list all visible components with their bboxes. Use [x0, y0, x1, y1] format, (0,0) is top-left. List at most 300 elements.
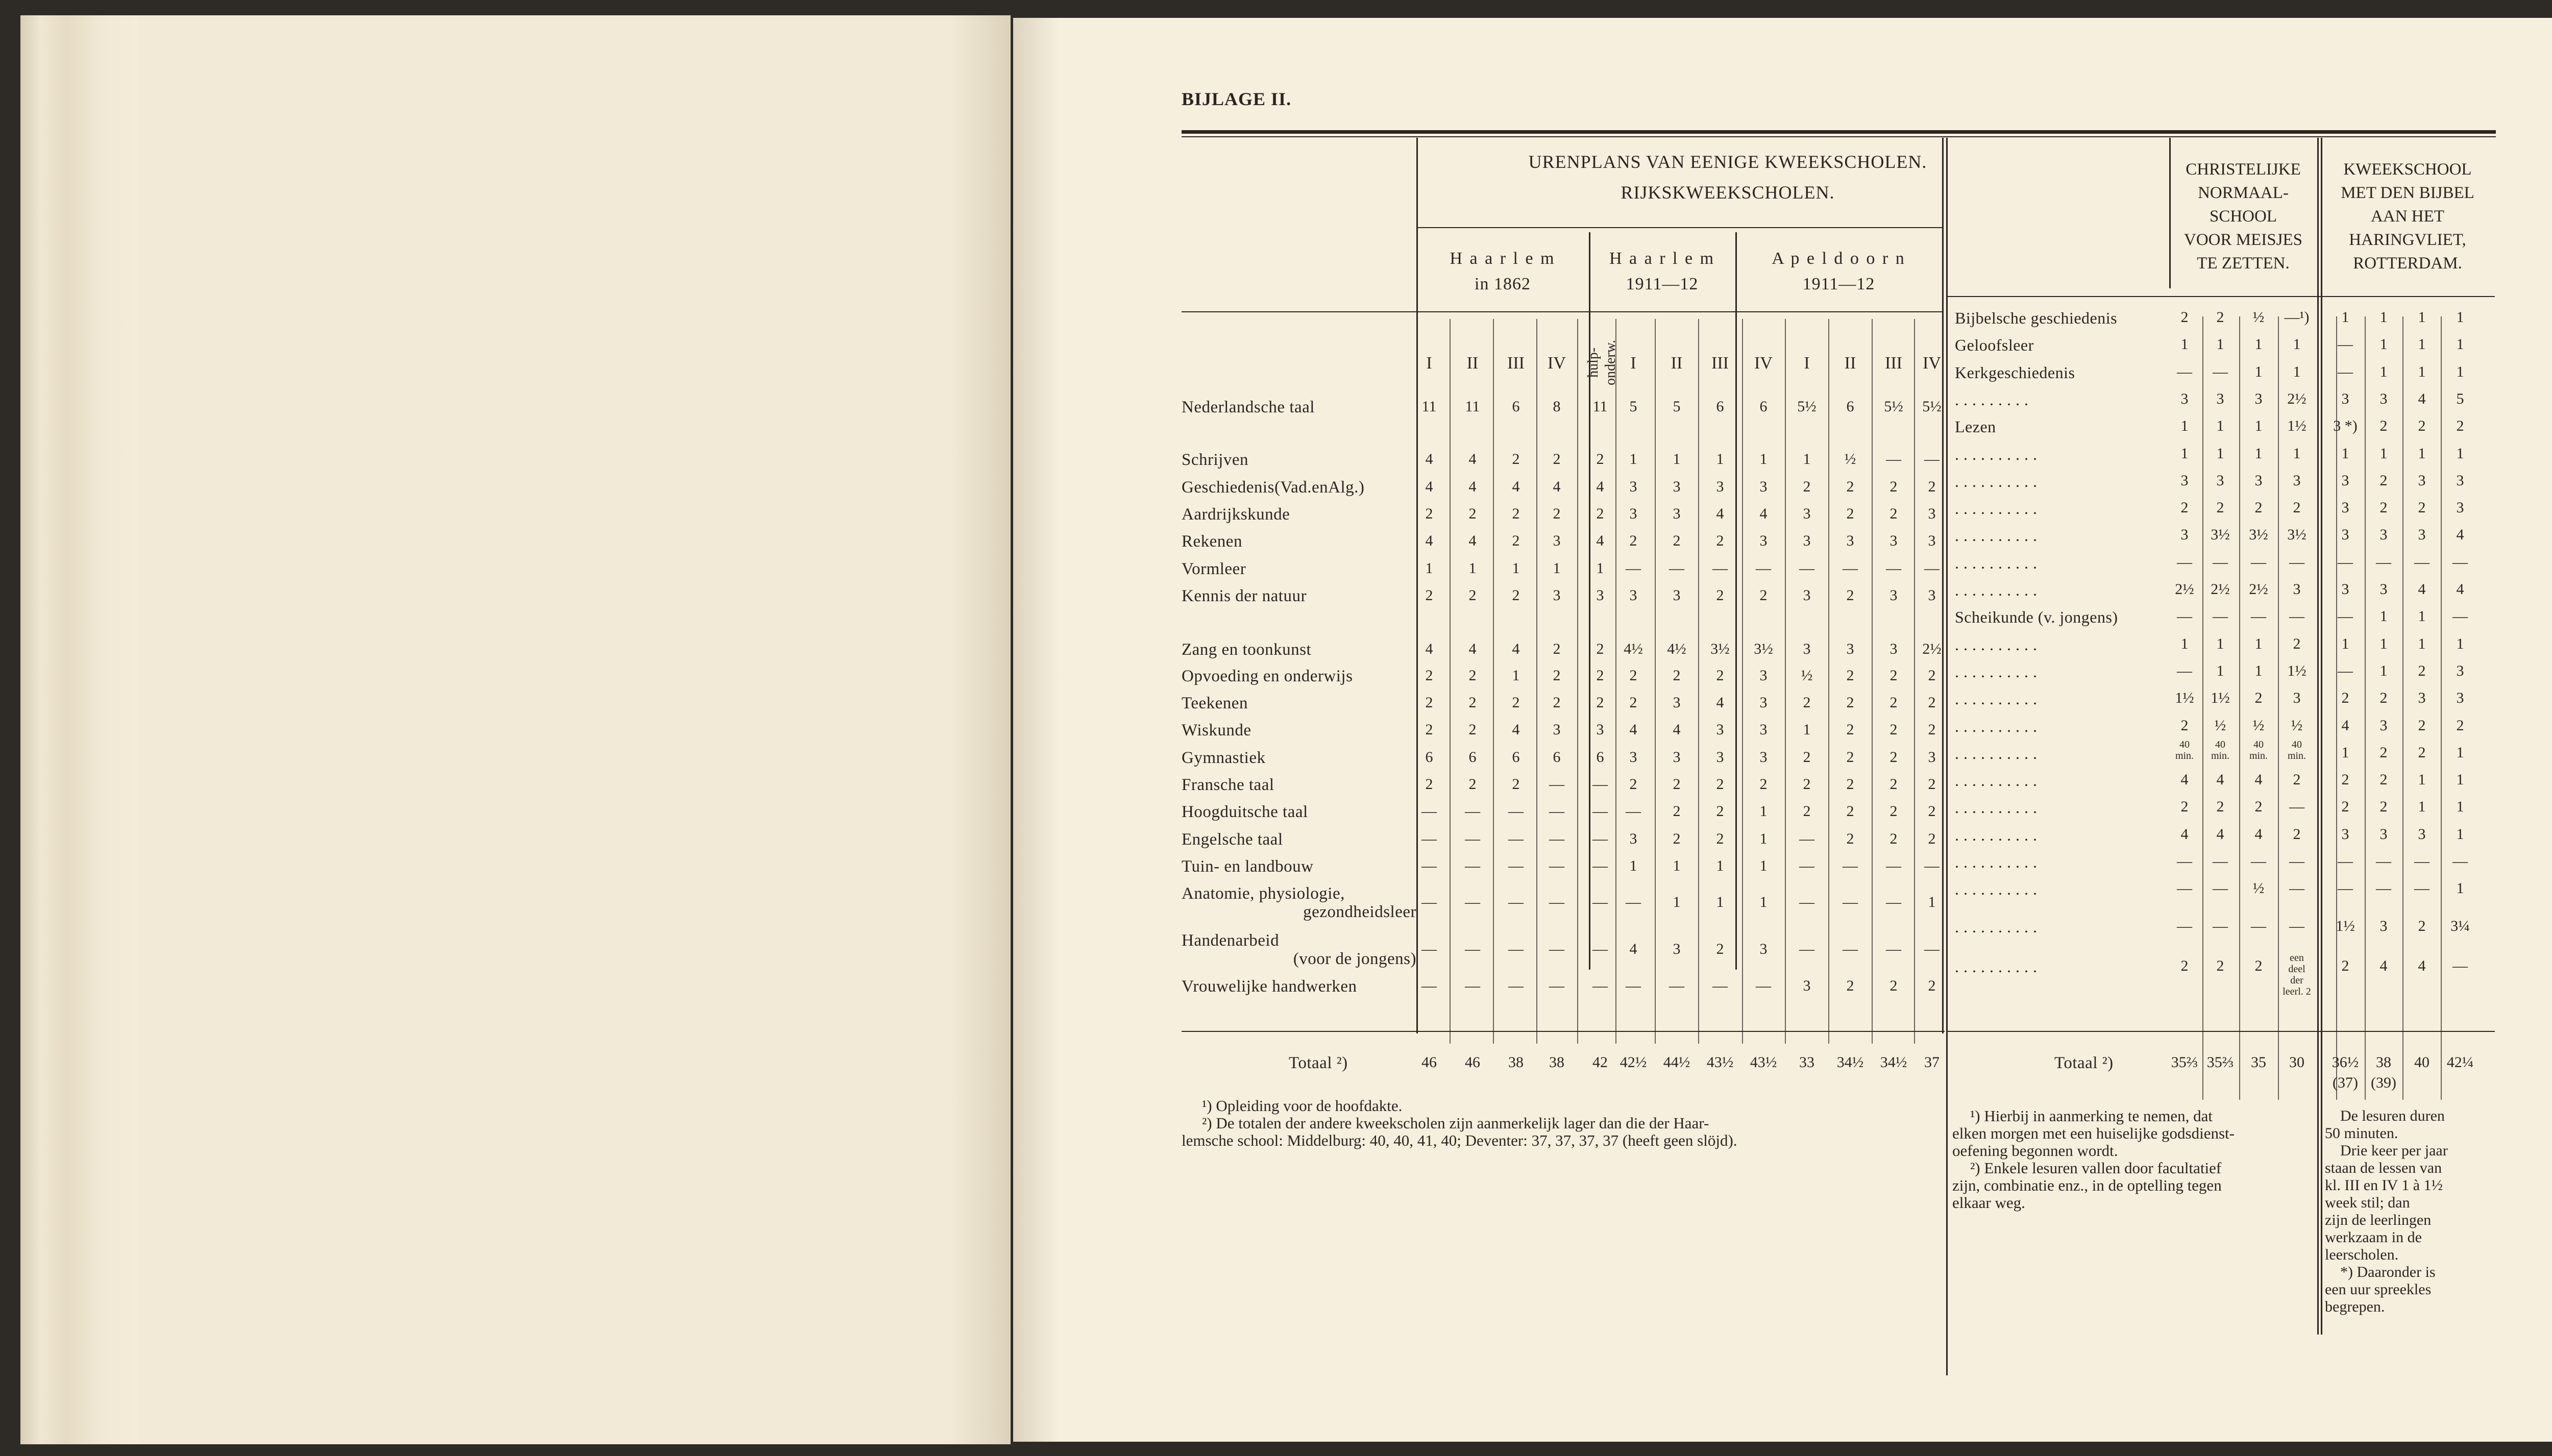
chr-hours-cell: 3: [2180, 472, 2189, 489]
kw-hours-cell: 1: [2379, 635, 2388, 652]
hours-cell: 2: [1512, 505, 1520, 522]
chr-hours-cell: —: [2289, 553, 2304, 571]
hours-cell: —: [1799, 857, 1814, 874]
hours-cell: 3: [1553, 721, 1561, 738]
kw-hours-cell: 1: [2418, 336, 2426, 353]
chr-hours-cell: —: [2177, 853, 2192, 870]
chr-hours-cell: 1: [2254, 417, 2263, 435]
hours-cell: 1: [1512, 667, 1520, 684]
chr-hours-cell: 1: [2180, 445, 2189, 462]
right-subject-label: Bijbelsche geschiedenis: [1955, 309, 2118, 327]
chr-hours-cell: —: [2213, 917, 2228, 934]
right-subject-label: Scheikunde (v. jongens): [1955, 608, 2118, 627]
right-subject-label: . . . . . . . . . .: [1955, 771, 2038, 790]
kw-hours-cell: 2: [2341, 689, 2349, 707]
footnote-right: werkzaam in de: [2325, 1229, 2422, 1246]
hours-cell: 1: [1803, 721, 1811, 738]
hours-cell: —: [1886, 941, 1901, 957]
kw-school-header: ROTTERDAM.: [2353, 254, 2462, 273]
hours-cell: —: [1465, 894, 1480, 910]
hours-cell: —: [1843, 560, 1858, 577]
hours-cell: —: [1508, 830, 1524, 847]
table-subtitle: RIJKSKWEEKSCHOLEN.: [1621, 182, 1835, 203]
hours-cell: —: [1421, 941, 1437, 957]
kw-hours-cell: —: [2376, 880, 2391, 897]
chr-hours-cell: —: [2177, 553, 2192, 571]
hours-cell: 1: [1673, 451, 1681, 467]
kw-hours-cell: 3: [2379, 825, 2388, 843]
hours-cell: 5½: [1884, 398, 1903, 415]
column-header: IV: [1548, 354, 1566, 373]
hours-cell: 2: [1596, 505, 1604, 522]
hours-cell: 2: [1425, 721, 1433, 738]
hours-cell: 3: [1759, 532, 1768, 549]
hours-cell: 3: [1673, 587, 1681, 604]
hours-cell: 2: [1846, 505, 1854, 522]
hours-cell: —: [1626, 894, 1641, 910]
chr-hours-cell: 2: [2180, 717, 2189, 734]
hours-cell: 4: [1468, 532, 1477, 549]
footnote-right: begrepen.: [2325, 1298, 2385, 1315]
chr-hours-cell: 1: [2293, 363, 2301, 380]
hours-cell: 2: [1846, 776, 1854, 793]
chr-hours-cell: 4: [2254, 825, 2263, 843]
chr-school-header: NORMAAL-: [2198, 184, 2289, 202]
hours-cell: 3: [1629, 478, 1637, 495]
hours-cell: 2: [1803, 803, 1811, 820]
hours-cell: ½: [1844, 451, 1856, 467]
kw-hours-cell: 1½: [2336, 917, 2355, 934]
hours-cell: 2: [1928, 478, 1936, 495]
chr-hours-cell: 4: [2180, 771, 2189, 788]
chr-hours-cell: —: [2213, 553, 2228, 571]
chr-hours-cell: 4: [2180, 825, 2189, 843]
hours-cell: —: [1465, 857, 1480, 874]
sub-column-divider: [1785, 319, 1786, 1044]
hours-cell: —: [1669, 560, 1684, 577]
chr-hours-cell: 1: [2180, 336, 2189, 353]
hours-cell: 5: [1673, 398, 1681, 415]
chr-hours-cell: 2: [2254, 499, 2263, 516]
hours-cell: 4: [1596, 532, 1604, 549]
chr-hours-cell: ½: [2291, 717, 2303, 734]
footnote-right: staan de lessen van: [2325, 1159, 2442, 1176]
hours-cell: 1: [1716, 894, 1724, 910]
chr-hours-cell: 3½: [2211, 526, 2230, 544]
kw-hours-cell: 1: [2456, 445, 2464, 462]
hours-cell: 2: [1928, 803, 1936, 820]
hours-cell: —: [1669, 977, 1684, 994]
kw-hours-cell: 1: [2456, 309, 2464, 326]
hours-cell: 1: [1512, 560, 1520, 577]
hours-cell: —: [1799, 894, 1814, 910]
hours-cell: 2: [1425, 776, 1433, 793]
kw-hours-cell: 2: [2379, 771, 2388, 788]
chr-hours-cell: 2: [2254, 957, 2263, 974]
hours-cell: 2: [1596, 640, 1604, 657]
hours-cell: —: [1592, 776, 1608, 793]
kw-hours-cell: 3: [2379, 526, 2388, 544]
hours-cell: 3: [1803, 505, 1811, 522]
chr-hours-cell: 1½: [2287, 662, 2306, 679]
chr-hours-cell: ½: [2252, 717, 2265, 734]
hours-cell: 2: [1512, 587, 1520, 604]
hours-cell: 2: [1890, 776, 1898, 793]
right-subject-label: . . . . . . . . . .: [1955, 499, 2038, 518]
kw-hours-cell: 3 *): [2333, 417, 2358, 435]
column-header: III: [1885, 354, 1902, 373]
hours-cell: 2: [1425, 694, 1433, 711]
hours-cell: —: [1508, 857, 1524, 874]
chr-hours-cell: 1½: [2287, 417, 2306, 435]
school-period: in 1862: [1475, 275, 1531, 293]
left-blank-page: [20, 15, 1011, 1444]
hours-cell: 1: [1425, 560, 1433, 577]
chr-hours-cell: —: [2177, 608, 2192, 625]
subject-label: Aardrijkskunde: [1182, 505, 1290, 524]
hours-cell: —: [1549, 977, 1564, 994]
hours-cell: 3: [1716, 478, 1724, 495]
hours-cell: —: [1592, 830, 1608, 847]
chr-hours-cell: 2½: [2287, 390, 2306, 407]
hours-cell: 2: [1846, 587, 1854, 604]
hours-cell: 3: [1803, 532, 1811, 549]
kw-school-header: KWEEKSCHOOL: [2343, 160, 2472, 179]
subject-label: Opvoeding en onderwijs: [1182, 667, 1353, 685]
column-divider: [2321, 138, 2322, 1335]
kw-hours-cell: 3: [2456, 499, 2464, 516]
sub-column-divider: [1655, 319, 1656, 1044]
header-rule: [1182, 311, 1942, 312]
chr-school-header: TE ZETTEN.: [2197, 254, 2290, 273]
hours-cell: 3: [1928, 532, 1936, 549]
hours-cell: 2: [1425, 667, 1433, 684]
hours-cell: 3: [1759, 694, 1768, 711]
hours-cell: 11: [1421, 398, 1437, 415]
chr-hours-cell: —: [2213, 880, 2228, 897]
kw-hours-cell: 3: [2379, 717, 2388, 734]
chr-hours-cell: 2: [2216, 798, 2224, 816]
kw-hours-cell: 1: [2418, 771, 2426, 788]
hours-cell: 2: [1468, 505, 1477, 522]
chr-hours-cell: een deel der leerl. 2: [2283, 952, 2311, 997]
kw-hours-cell: 1: [2341, 744, 2349, 761]
hours-cell: 3: [1629, 505, 1637, 522]
hours-cell: 3½: [1710, 640, 1730, 657]
hours-cell: 2: [1673, 532, 1681, 549]
chr-hours-cell: 2: [2180, 309, 2189, 326]
kw-hours-cell: 1: [2341, 635, 2349, 652]
hours-cell: 2: [1673, 667, 1681, 684]
chr-hours-cell: 2½: [2211, 581, 2230, 598]
chr-hours-cell: ½: [2252, 309, 2265, 326]
hours-cell: 2: [1846, 478, 1854, 495]
hours-cell: —: [1549, 803, 1564, 820]
chr-hours-cell: 2½: [2249, 581, 2268, 598]
hours-cell: —: [1549, 894, 1564, 910]
kw-hours-cell: 3: [2341, 526, 2349, 544]
subject-label: Nederlandsche taal: [1182, 398, 1315, 416]
kw-hours-cell: 3: [2456, 689, 2464, 707]
kw-hours-cell: 1: [2418, 798, 2426, 816]
kw-hours-cell: 2: [2418, 744, 2426, 761]
hours-cell: 2: [1468, 694, 1477, 711]
page-edge-stack: [20, 15, 138, 1444]
chr-hours-cell: 1: [2254, 662, 2263, 679]
kw-hours-cell: —: [2376, 553, 2391, 571]
chr-hours-cell: 1½: [2175, 689, 2194, 707]
kw-hours-cell: 4: [2418, 390, 2426, 407]
hours-cell: 4: [1629, 721, 1637, 738]
kw-school-header: AAN HET: [2371, 207, 2444, 226]
hours-cell: —: [1465, 803, 1480, 820]
hours-cell: —: [1508, 894, 1524, 910]
kw-hours-cell: 2: [2418, 499, 2426, 516]
hours-cell: 2: [1846, 694, 1854, 711]
kw-hours-cell: 3: [2341, 472, 2349, 489]
kw-hours-cell: 1: [2379, 336, 2388, 353]
right-subject-label: . . . . . . . . . .: [1955, 717, 2038, 735]
chr-total-cell: 30: [2289, 1054, 2304, 1071]
hours-cell: —: [1549, 776, 1564, 793]
hours-cell: 2: [1553, 667, 1561, 684]
school-period: 1911—12: [1626, 275, 1699, 293]
footnote-left: lemsche school: Middelburg: 40, 40, 41, 40; Deventer: 37, 37, 37, 37 (heeft geen slöjd).: [1182, 1131, 1737, 1149]
kw-hours-cell: 5: [2456, 390, 2464, 407]
chr-hours-cell: 2: [2293, 825, 2301, 843]
hours-cell: —: [1508, 803, 1524, 820]
chr-hours-cell: 3: [2254, 472, 2263, 489]
total-cell: 43½: [1706, 1054, 1734, 1071]
kw-hours-cell: 1: [2379, 662, 2388, 679]
kw-hours-cell: 2: [2418, 417, 2426, 435]
kw-hours-cell: 2: [2418, 717, 2426, 734]
chr-hours-cell: 1: [2180, 635, 2189, 652]
kw-hours-cell: 1: [2341, 445, 2349, 462]
hours-cell: 1: [1759, 451, 1768, 467]
kw-school-header: MET DEN BIJBEL: [2341, 184, 2474, 202]
hours-cell: 2: [1890, 721, 1898, 738]
column-divider: [2317, 138, 2319, 1335]
kw-hours-cell: 1: [2456, 363, 2464, 380]
hours-cell: 3: [1928, 587, 1936, 604]
hours-cell: 3: [1596, 587, 1604, 604]
kw-hours-cell: 1: [2379, 309, 2388, 326]
hours-cell: 4½: [1667, 640, 1686, 657]
kw-hours-cell: 1: [2418, 608, 2426, 625]
hours-cell: 2: [1846, 667, 1854, 684]
chr-hours-cell: —: [2289, 798, 2304, 816]
chr-hours-cell: 4: [2216, 771, 2224, 788]
hours-cell: 2: [1629, 776, 1637, 793]
hours-cell: —: [1421, 857, 1437, 874]
kw-hours-cell: —: [2338, 336, 2353, 353]
hours-cell: 2: [1890, 830, 1898, 847]
kw-hours-cell: 2: [2341, 957, 2349, 974]
chr-hours-cell: 1: [2254, 445, 2263, 462]
hours-cell: 4½: [1624, 640, 1643, 657]
chr-hours-cell: —: [2251, 553, 2266, 571]
hours-cell: 2: [1468, 721, 1477, 738]
hours-cell: —: [1508, 977, 1524, 994]
hours-cell: —: [1843, 857, 1858, 874]
kw-hours-cell: 3: [2379, 390, 2388, 407]
hours-cell: 2: [1890, 478, 1898, 495]
hours-cell: 2: [1928, 977, 1936, 994]
hours-cell: 1: [1596, 560, 1604, 577]
hours-cell: 2: [1716, 830, 1724, 847]
hours-cell: 3: [1673, 478, 1681, 495]
chr-hours-cell: 3½: [2287, 526, 2306, 544]
kw-hours-cell: 2: [2418, 917, 2426, 934]
hours-cell: 1: [1673, 857, 1681, 874]
kw-hours-cell: —: [2452, 608, 2468, 625]
hours-cell: 6: [1553, 749, 1561, 766]
chr-hours-cell: 2: [2293, 499, 2301, 516]
sub-column-divider: [1493, 319, 1494, 1044]
chr-hours-cell: 1½: [2211, 689, 2230, 707]
total-cell: 34½: [1836, 1054, 1864, 1071]
hours-cell: —: [1924, 941, 1940, 957]
right-subject-label: . . . . . . . . . .: [1955, 689, 2038, 708]
hours-cell: —: [1592, 857, 1608, 874]
hours-cell: 1: [1803, 451, 1811, 467]
hours-cell: —: [1886, 451, 1901, 467]
sub-column-divider: [1698, 319, 1699, 1044]
top-rule-thin: [1182, 136, 2496, 137]
hours-cell: 2: [1928, 776, 1936, 793]
total-cell: 46: [1465, 1054, 1480, 1071]
footnote-middle: oefening begonnen wordt.: [1952, 1142, 2118, 1159]
chr-hours-cell: 1: [2293, 445, 2301, 462]
hours-cell: 4: [1596, 478, 1604, 495]
chr-hours-cell: 1: [2254, 336, 2263, 353]
hours-cell: —: [1465, 830, 1480, 847]
kw-hours-cell: 1: [2456, 336, 2464, 353]
chr-school-header: CHRISTELIJKE: [2186, 160, 2301, 179]
hours-cell: 3: [1803, 977, 1811, 994]
hours-cell: 2: [1716, 941, 1724, 957]
kw-hours-cell: 3: [2418, 825, 2426, 843]
gutter-shadow-right: [1013, 18, 1059, 1442]
sub-column-divider: [1828, 319, 1829, 1044]
chr-hours-cell: 40 min.: [2287, 738, 2306, 761]
right-subject-label: Kerkgeschiedenis: [1955, 363, 2075, 382]
kw-hours-cell: 3: [2379, 917, 2388, 934]
kw-hours-cell: 1: [2456, 798, 2464, 816]
hours-cell: 2: [1890, 694, 1898, 711]
chr-hours-cell: 1: [2216, 336, 2224, 353]
total-cell: 37: [1924, 1054, 1940, 1071]
sub-column-divider: [1577, 319, 1578, 1044]
hours-cell: 2: [1928, 667, 1936, 684]
hours-cell: 2: [1846, 830, 1854, 847]
kw-hours-cell: 4: [2341, 717, 2349, 734]
hours-cell: 3: [1673, 749, 1681, 766]
hours-cell: 1: [1759, 857, 1768, 874]
kw-total-sub-cell: (39): [2371, 1074, 2396, 1091]
chr-hours-cell: —: [2289, 917, 2304, 934]
right-subject-label: . . . . . . . . . .: [1955, 553, 2038, 572]
hours-cell: 2: [1846, 977, 1854, 994]
hours-cell: —: [1843, 894, 1858, 910]
kw-hours-cell: 4: [2418, 957, 2426, 974]
kw-hours-cell: 2: [2341, 798, 2349, 816]
chr-hours-cell: 3: [2180, 390, 2189, 407]
hours-cell: 4: [1425, 451, 1433, 467]
hours-cell: 2: [1425, 505, 1433, 522]
chr-hours-cell: 3: [2180, 526, 2189, 544]
chr-hours-cell: 2: [2293, 771, 2301, 788]
subject-label: Rekenen: [1182, 532, 1242, 551]
chr-hours-cell: 3½: [2249, 526, 2268, 544]
column-header: I: [1804, 354, 1810, 373]
hours-cell: 6: [1512, 749, 1520, 766]
footnote-right: leerscholen.: [2325, 1246, 2399, 1263]
hours-cell: 3: [1846, 640, 1854, 657]
hours-cell: 6: [1596, 749, 1604, 766]
hours-cell: 3: [1928, 505, 1936, 522]
hours-cell: 2: [1716, 803, 1724, 820]
hours-cell: —: [1465, 977, 1480, 994]
hours-cell: 1: [1928, 894, 1936, 910]
header-rule: [1416, 227, 1942, 228]
hours-cell: 3: [1890, 532, 1898, 549]
hours-cell: 5½: [1797, 398, 1817, 415]
hours-cell: 4: [1512, 640, 1520, 657]
hours-cell: 5½: [1922, 398, 1942, 415]
kw-hours-cell: 3¼: [2450, 917, 2470, 934]
hours-cell: 11: [1465, 398, 1480, 415]
total-cell: 38: [1549, 1054, 1564, 1071]
chr-hours-cell: 40 min.: [2175, 738, 2194, 761]
bottom-rule: [1182, 1031, 1945, 1032]
kw-hours-cell: 2: [2379, 417, 2388, 435]
footnote-middle: ¹) Hierbij in aanmerking te nemen, dat: [1970, 1107, 2213, 1125]
right-subject-label: . . . . . . . . . .: [1955, 957, 2038, 976]
chr-hours-cell: —: [2251, 917, 2266, 934]
kw-hours-cell: 1: [2456, 635, 2464, 652]
hours-cell: 3: [1716, 721, 1724, 738]
chr-hours-cell: 2: [2216, 309, 2224, 326]
hours-cell: 4: [1673, 721, 1681, 738]
hours-cell: —: [1799, 941, 1814, 957]
column-header: II: [1844, 354, 1856, 373]
kw-total-cell: 42¼: [2446, 1054, 2474, 1071]
hours-cell: 4: [1629, 941, 1637, 957]
subject-label: Hoogduitsche taal: [1182, 803, 1308, 821]
column-header: I: [1426, 354, 1432, 373]
hours-cell: 1: [1716, 451, 1724, 467]
chr-hours-cell: 1: [2293, 336, 2301, 353]
total-cell: 34½: [1880, 1054, 1907, 1071]
hours-cell: 2: [1803, 749, 1811, 766]
right-subject-label: Geloofsleer: [1955, 336, 2034, 355]
hours-cell: 11: [1592, 398, 1608, 415]
subject-label: Teekenen: [1182, 694, 1248, 712]
total-cell: 44½: [1663, 1054, 1690, 1071]
hours-cell: 2: [1928, 694, 1936, 711]
hours-cell: 6: [1759, 398, 1768, 415]
chr-hours-cell: 1: [2180, 417, 2189, 435]
hours-cell: —: [1843, 941, 1858, 957]
kw-hours-cell: 3: [2341, 499, 2349, 516]
footnote-right: een uur spreekles: [2325, 1281, 2432, 1298]
kw-hours-cell: 1: [2456, 744, 2464, 761]
hours-cell: 2: [1928, 721, 1936, 738]
hours-cell: 2: [1468, 667, 1477, 684]
hours-cell: —: [1465, 941, 1480, 957]
